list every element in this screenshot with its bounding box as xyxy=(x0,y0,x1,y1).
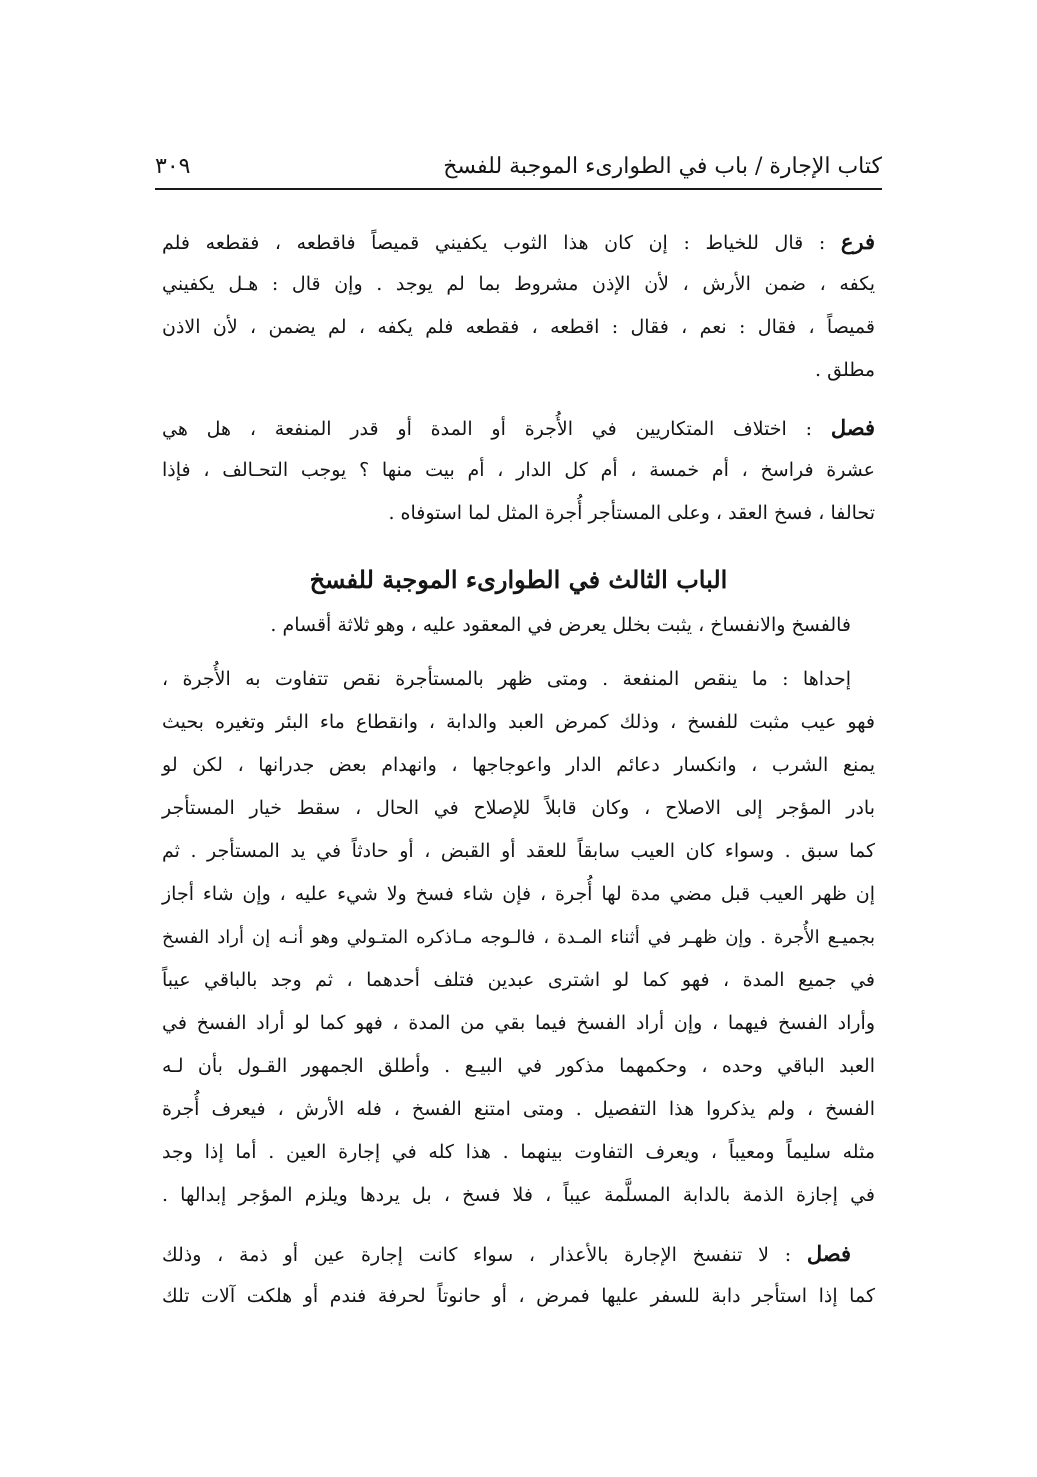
text-line: عشرة فراسخ ، أم خمسة ، أم كل الدار ، أم بيت منها ؟ يوجب التحـالف ، فإذا xyxy=(162,459,876,481)
text-line: في جميع المدة ، فهو كما لو اشترى عبدين فتلف أحدهما ، ثم وجد بالباقي عيباً xyxy=(162,969,875,991)
text-line xyxy=(162,406,875,449)
running-title: كتاب الإجارة / باب في الطوارىء الموجبة للفسخ xyxy=(443,153,882,179)
paragraph-fasl-1 xyxy=(162,406,875,535)
paragraph-far xyxy=(162,220,875,392)
text-line xyxy=(162,1232,875,1275)
line-text: : اختلاف المتكاريين في الأُجرة أو المدة أو قدر المنفعة ، هل هي xyxy=(162,418,831,440)
paragraph-fasl-2 xyxy=(162,1232,875,1318)
text-line: وأراد الفسخ فيهما ، وإن أراد الفسخ فيما بقي من المدة ، فهو كما لو أراد الفسخ في xyxy=(162,1012,875,1034)
text-line: بادر المؤجر إلى الاصلاح ، وكان قابلاً للإصلاح في الحال ، سقط خيار المستأجر xyxy=(162,797,875,819)
text-line: العبد الباقي وحده ، وحكمهما مذكور في البيـع . وأطلق الجمهور القـول بأن لـه xyxy=(162,1055,875,1077)
paragraph-label: فصل xyxy=(830,415,875,440)
page-number: ٣٠٩ xyxy=(155,153,191,179)
text-line: كما إذا استأجر دابة للسفر عليها فمرض ، أو حانوتاً لحرفة فندم أو هلكت آلات تلك xyxy=(162,1285,875,1307)
text-line: فالفسخ والانفساخ ، يثبت بخلل يعرض في المعقود عليه ، وهو ثلاثة أقسام . xyxy=(270,614,851,636)
text-line: مطلق . xyxy=(815,359,875,381)
text-line: بجميـع الأُجرة . وإن ظهـر في أثناء المـدة ، فالـوجه مـاذكره المتـولي وهو أنـه إن أراد الفسخ xyxy=(162,927,875,948)
paragraph-label: فصل xyxy=(806,1241,851,1266)
header-divider xyxy=(155,188,882,190)
text-line: كما سبق . وسواء كان العيب سابقاً للعقد أو القبض ، أو حادثاً في يد المستأجر . ثم xyxy=(162,840,875,862)
text-line: إحداها : ما ينقص المنفعة . ومتى ظهر بالمستأجرة نقص تتفاوت به الأُجرة ، xyxy=(162,668,851,690)
paragraph-first-category xyxy=(162,658,875,1217)
text-line: يكفه ، ضمن الأرش ، لأن الإذن مشروط بما لم يوجد . وإن قال : هـل يكفيني xyxy=(162,273,875,295)
paragraph-label: فرع xyxy=(840,229,875,254)
chapter-intro xyxy=(162,604,875,647)
running-head xyxy=(155,146,882,186)
text-line: إن ظهر العيب قبل مضي مدة لها أُجرة ، فإن شاء فسخ ولا شيء عليه ، وإن شاء أجاز xyxy=(162,883,875,905)
text-line: فهو عيب مثبت للفسخ ، وذلك كمرض العبد والدابة ، وانقطاع ماء البئر وتغيره بحيث xyxy=(162,711,875,733)
text-line: مثله سليماً ومعيباً ، ويعرف التفاوت بينهما . هذا كله في إجارة العين . أما إذا وجد xyxy=(162,1141,875,1163)
line-text: : قال للخياط : إن كان هذا الثوب يكفيني قميصاً فاقطعه ، فقطعه فلم xyxy=(162,232,841,254)
text-line: يمنع الشرب ، وانكسار دعائم الدار واعوجاجها ، وانهدام بعض جدرانها ، لكن لو xyxy=(162,754,875,776)
text-line xyxy=(162,220,875,263)
line-text: : لا تنفسخ الإجارة بالأعذار ، سواء كانت إجارة عين أو ذمة ، وذلك xyxy=(162,1244,807,1266)
text-line: تحالفا ، فسخ العقد ، وعلى المستأجر أُجرة المثل لما استوفاه . xyxy=(388,502,875,524)
text-line: قميصاً ، فقال : نعم ، فقال : اقطعه ، فقطعه فلم يكفه ، لم يضمن ، لأن الاذن xyxy=(162,316,875,338)
text-line: الفسخ ، ولم يذكروا هذا التفصيل . ومتى امتنع الفسخ ، فله الأرش ، فيعرف أُجرة xyxy=(162,1098,875,1120)
text-line: في إجازة الذمة بالدابة المسلَّمة عيباً ، فلا فسخ ، بل يردها ويلزم المؤجر إبدالها . xyxy=(162,1184,875,1206)
chapter-heading: الباب الثالث في الطوارىء الموجبة للفسخ xyxy=(309,565,728,594)
